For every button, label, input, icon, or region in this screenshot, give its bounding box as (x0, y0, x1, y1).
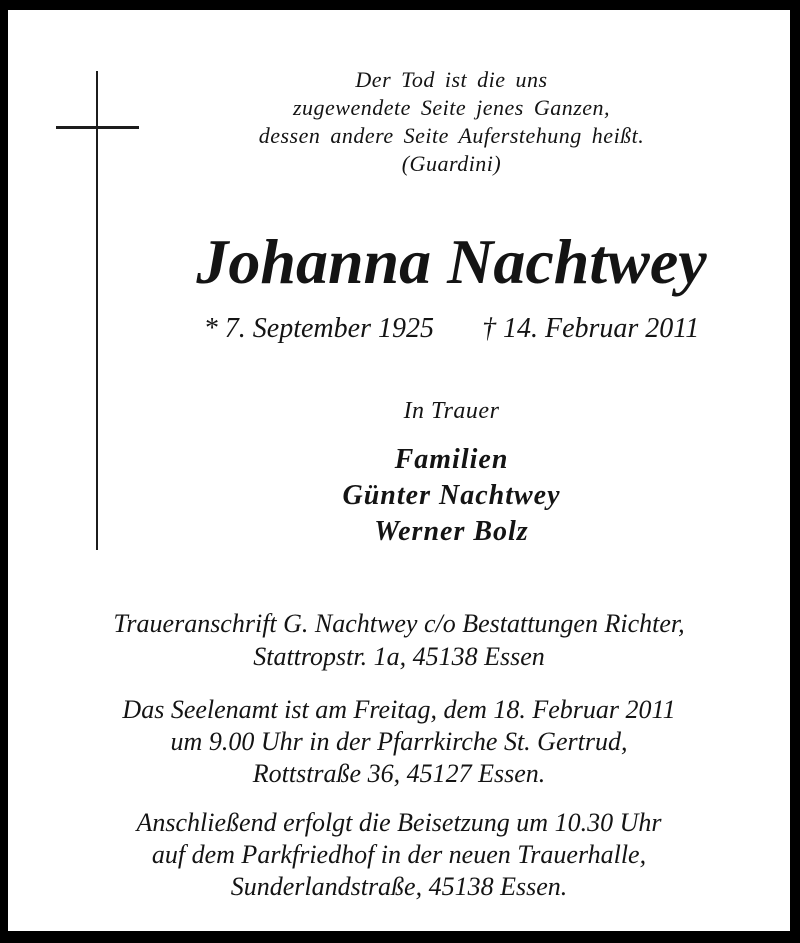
birth-date: * 7. September 1925 (203, 313, 434, 344)
service-line: Rottstraße 36, 45127 Essen. (252, 759, 546, 788)
opening-quote (113, 66, 790, 178)
address-line: Traueranschrift G. Nachtwey c/o Bestattungen Richter, (113, 609, 685, 638)
service-line: um 9.00 Uhr in der Pfarrkirche St. Gertrud, (170, 727, 628, 756)
burial-line: auf dem Parkfriedhof in der neuen Trauerhalle, (151, 840, 647, 869)
mourning-label: In Trauer (403, 398, 500, 424)
burial-info (8, 807, 790, 903)
quote-line: Der Tod ist die uns (355, 67, 548, 92)
life-dates (113, 310, 790, 348)
mourner-line: Werner Bolz (374, 516, 529, 547)
burial-line: Sunderlandstraße, 45138 Essen. (230, 872, 568, 901)
death-date: † 14. Februar 2011 (481, 313, 700, 344)
deceased-name: Johanna Nachtwey (196, 226, 707, 297)
quote-line: dessen andere Seite Auferstehung heißt. (258, 123, 645, 148)
mourners-list (113, 442, 790, 550)
condolence-address (8, 607, 790, 673)
mourner-line: Günter Nachtwey (342, 480, 561, 511)
burial-line: Anschließend erfolgt die Beisetzung um 10.30 Uhr (136, 808, 662, 837)
quote-attribution: (Guardini) (401, 151, 502, 176)
mourner-line: Familien (394, 444, 509, 475)
funeral-service-info (8, 694, 790, 790)
cross-vertical-bar (96, 71, 98, 550)
quote-line: zugewendete Seite jenes Ganzen, (292, 95, 611, 120)
service-line: Das Seelenamt ist am Freitag, dem 18. Februar 2011 (122, 695, 676, 724)
address-line: Stattropstr. 1a, 45138 Essen (253, 642, 545, 671)
